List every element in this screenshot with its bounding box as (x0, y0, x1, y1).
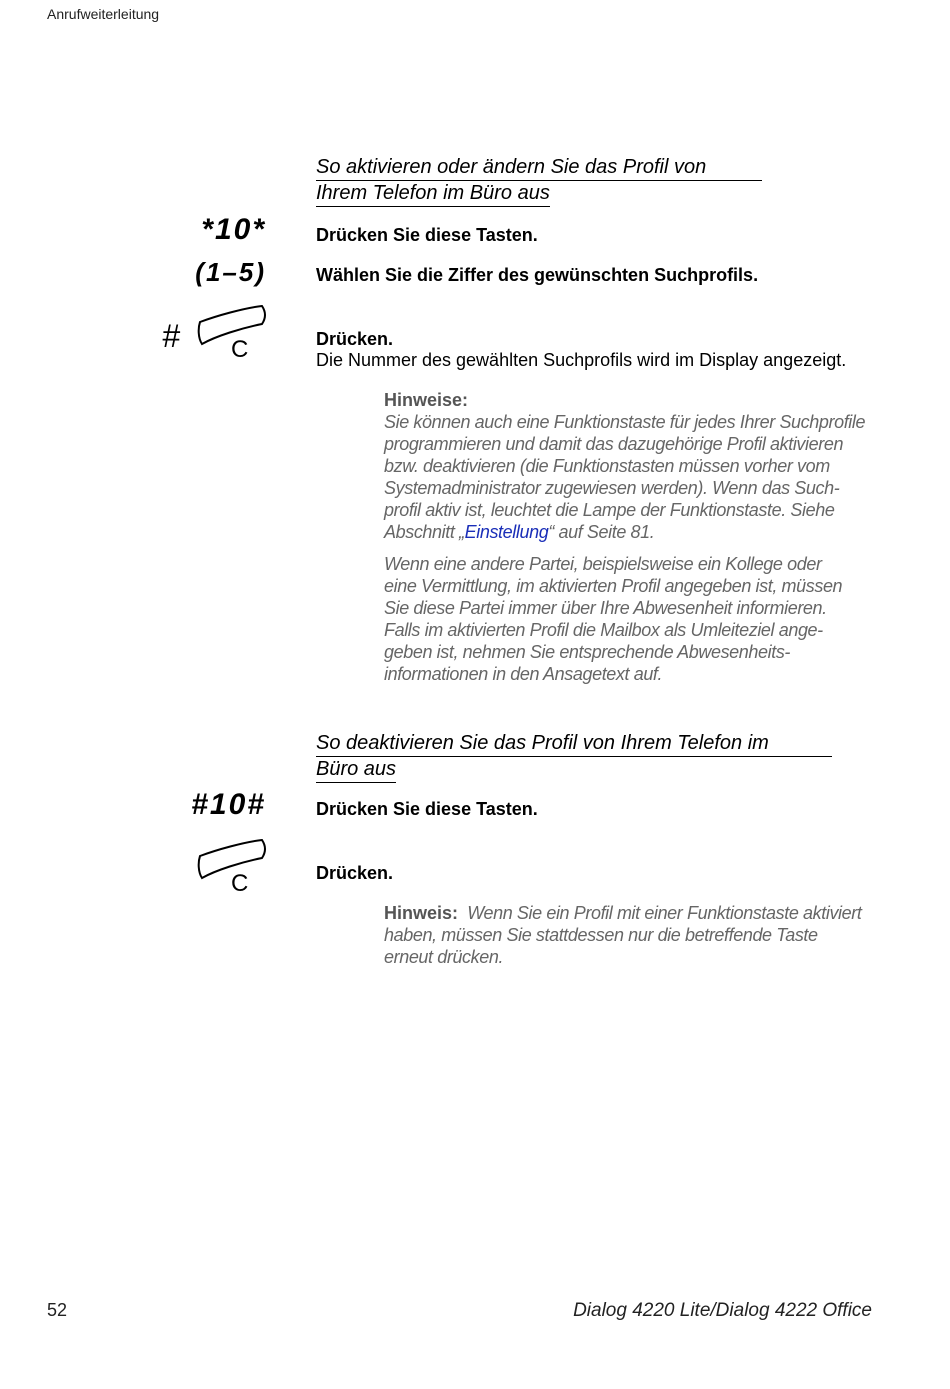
note-line: geben ist, nehmen Sie entsprechende Abwesenheits- (384, 642, 791, 662)
note-title: Hinweis: (384, 903, 459, 923)
note-line: programmieren und damit das dazugehörige Profil aktivieren (384, 434, 844, 454)
note-text: Abschnitt „ (384, 522, 465, 542)
instruction-press: Drücken. (316, 329, 394, 349)
note-line: eine Vermittlung, im aktivierten Profil angegeben ist, müssen (384, 576, 843, 596)
key-sequence-star-10-star: *10* (201, 213, 266, 246)
note-line-with-link (384, 521, 874, 543)
section-heading-line1: So deaktivieren Sie das Profil von Ihrem Telefon im (316, 731, 832, 757)
section-heading-line2: Ihrem Telefon im Büro aus (316, 181, 550, 207)
section-heading-line2: Büro aus (316, 757, 396, 783)
instruction-press-keys: Drücken Sie diese Tasten. (316, 225, 538, 245)
note-text: Wenn Sie ein Profil mit einer Funktionstaste aktiviert (467, 903, 862, 923)
note-line: erneut drücken. (384, 947, 504, 967)
note-title: Hinweise: (384, 390, 469, 410)
note-line: Falls im aktivierten Profil die Mailbox als Umleiteziel ange- (384, 620, 823, 640)
hash-key-icon: # (162, 318, 180, 354)
note-block-hint (384, 902, 874, 968)
document-title: Dialog 4220 Lite/Dialog 4222 Office (573, 1300, 872, 1321)
note-line: profil aktiv ist, leuchtet die Lampe der Funktionstaste. Siehe (384, 500, 835, 520)
running-header: Anrufweiterleitung (47, 6, 160, 22)
section-heading-deactivate (316, 731, 832, 783)
instruction-press: Drücken. (316, 863, 394, 883)
section-heading-line1: So aktivieren oder ändern Sie das Profil von (316, 155, 762, 181)
note-paragraph-1 (384, 411, 874, 543)
instruction-press-keys: Drücken Sie diese Tasten. (316, 799, 538, 819)
note-line: informationen in den Ansagetext auf. (384, 664, 663, 684)
key-sequence-hash-10-hash: #10# (191, 788, 266, 821)
note-line (384, 902, 874, 924)
note-line: Wenn eine andere Partei, beispielsweise ein Kollege oder (384, 554, 822, 574)
clear-key-label: C (231, 870, 249, 897)
note-text: “ auf Seite 81. (548, 522, 655, 542)
key-sequence-digit-range: (1–5) (195, 257, 266, 287)
page-number: 52 (47, 1300, 68, 1320)
note-line: Sie diese Partei immer über Ihre Abwesenheit informieren. (384, 598, 827, 618)
clear-key-label: C (231, 336, 249, 363)
einstellung-link[interactable]: Einstellung (464, 522, 549, 542)
instruction-choose-profile: Wählen Sie die Ziffer des gewünschten Suchprofils. (316, 265, 759, 285)
description-profile-shown: Die Nummer des gewählten Suchprofils wird im Display angezeigt. (316, 350, 847, 370)
note-line: bzw. deaktivieren (die Funktionstasten müssen vorher vom (384, 456, 830, 476)
note-block-hints (384, 389, 874, 685)
note-line: Sie können auch eine Funktionstaste für jedes Ihrer Suchprofile (384, 412, 866, 432)
section-heading-activate (316, 155, 762, 207)
note-line: haben, müssen Sie stattdessen nur die betreffende Taste (384, 925, 818, 945)
note-paragraph-2 (384, 553, 874, 685)
note-line: Systemadministrator zugewiesen werden). Wenn das Such- (384, 478, 840, 498)
